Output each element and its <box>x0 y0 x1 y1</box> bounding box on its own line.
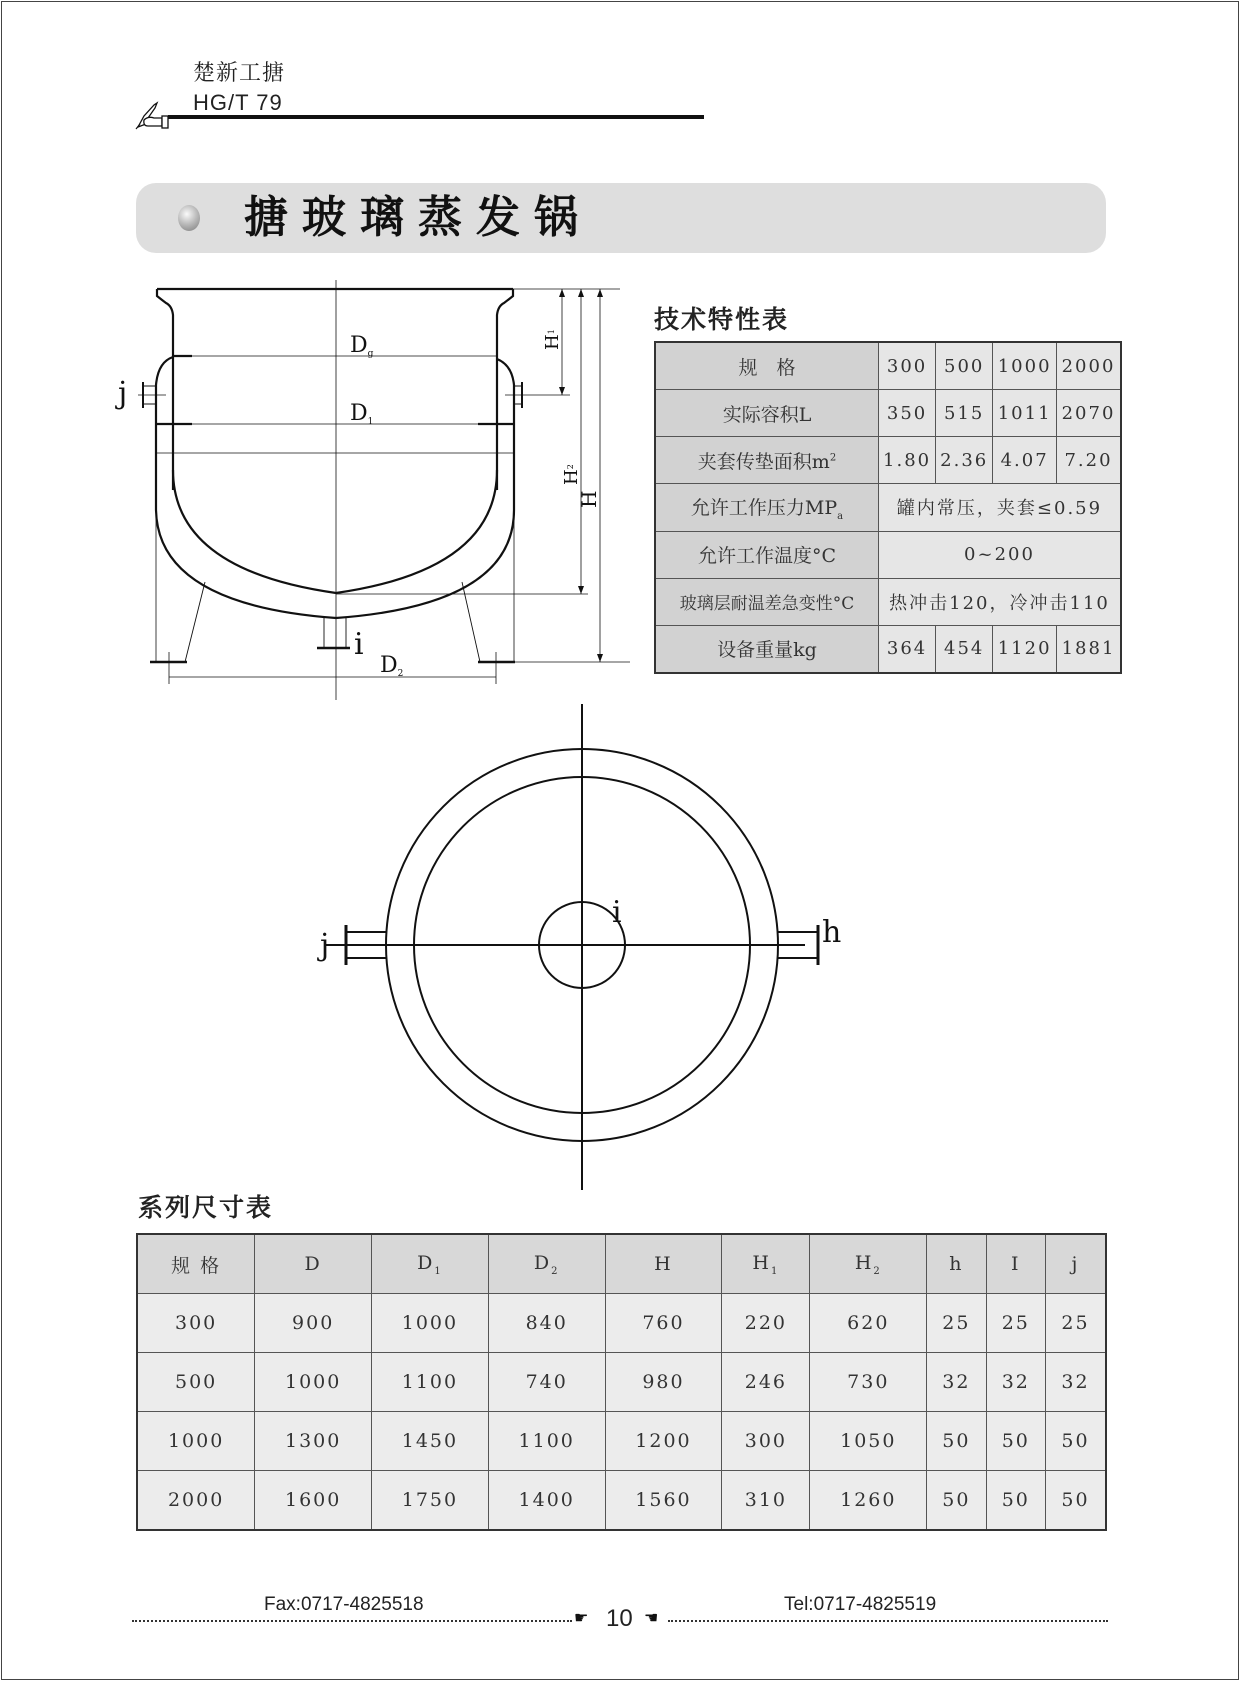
subscript: 2 <box>873 1265 882 1277</box>
row-label: 允许工作温度°C <box>655 531 879 578</box>
cell: 1.80 <box>879 437 936 484</box>
cell: 50 <box>927 1412 986 1471</box>
cell: 1300 <box>255 1412 372 1471</box>
table-row <box>655 390 1121 437</box>
cell: 25 <box>986 1294 1045 1353</box>
footer-tel: Tel:0717-4825519 <box>784 1594 937 1615</box>
table-row <box>655 484 1121 531</box>
header-rule <box>168 115 704 119</box>
top-view-diagram <box>310 700 870 1200</box>
header-text: H <box>854 1251 874 1274</box>
cell: 1560 <box>605 1471 722 1531</box>
cell: 515 <box>936 390 993 437</box>
cell: 500 <box>137 1353 255 1412</box>
cell: 1000 <box>993 342 1057 390</box>
table-header-row <box>137 1234 1106 1294</box>
header-text: D <box>417 1251 435 1274</box>
cell: 1120 <box>993 625 1057 673</box>
row-label-text: 允许工作压力MP <box>690 497 838 520</box>
cell: 1011 <box>993 390 1057 437</box>
cell: 500 <box>936 342 993 390</box>
cell: 32 <box>986 1353 1045 1412</box>
cell: 1050 <box>810 1412 927 1471</box>
cell: 1450 <box>372 1412 489 1471</box>
cell: 1000 <box>137 1412 255 1471</box>
row-label: 玻璃层耐温差急变性°C <box>655 578 879 625</box>
cell: 246 <box>722 1353 810 1412</box>
label-h <box>577 491 601 508</box>
label-i: i <box>354 627 364 662</box>
page-title: 搪玻璃蒸发锅 <box>244 192 592 243</box>
footer-dotted-rule-left <box>132 1620 572 1622</box>
label-d1: D1 <box>350 401 374 427</box>
cell: 1100 <box>488 1412 605 1471</box>
row-label <box>655 484 879 531</box>
cell: 740 <box>488 1353 605 1412</box>
series-table-title: 系列尺寸表 <box>138 1193 274 1222</box>
label-h1 <box>542 329 563 350</box>
merged-cell: 罐内常压，夹套≤0.59 <box>879 484 1122 531</box>
svg-text:H2: $H^2$ <box>561 464 582 485</box>
pointing-hand-left-icon: ☚ <box>644 1608 659 1627</box>
merged-cell: 0~200 <box>879 531 1122 578</box>
header-cell <box>722 1234 810 1294</box>
row-label: 实际容积L <box>655 390 879 437</box>
svg-text:H1: $H^1$ <box>542 329 563 350</box>
table-row <box>137 1353 1106 1412</box>
cell: 32 <box>927 1353 986 1412</box>
cell: 1881 <box>1057 625 1121 673</box>
cell: 220 <box>722 1294 810 1353</box>
table-row <box>655 625 1121 673</box>
side-elevation-diagram <box>110 270 630 700</box>
page-number: 10 <box>606 1605 633 1632</box>
row-label-text: 夹套传垫面积m <box>697 450 830 473</box>
header-cell: H <box>605 1234 722 1294</box>
superscript: 2 <box>829 452 837 464</box>
table-row <box>655 342 1121 390</box>
header-cell: j <box>1046 1234 1107 1294</box>
cell: 50 <box>986 1412 1045 1471</box>
cell: 1750 <box>372 1471 489 1531</box>
header-cell: I <box>986 1234 1045 1294</box>
subscript: 2 <box>551 1265 560 1277</box>
table-row <box>137 1294 1106 1353</box>
table-row <box>137 1412 1106 1471</box>
table-row <box>655 437 1121 484</box>
sphere-bullet-icon <box>178 205 200 231</box>
header-cell: D <box>255 1234 372 1294</box>
header-text: H <box>752 1251 771 1274</box>
cell: 2.36 <box>936 437 993 484</box>
subscript: a <box>837 510 844 522</box>
tech-spec-table <box>654 341 1122 674</box>
cell: 2070 <box>1057 390 1121 437</box>
tech-table-title: 技术特性表 <box>654 305 790 334</box>
company-name: 楚新工搪 <box>193 61 286 86</box>
pointing-hand-right-icon: ☛ <box>574 1608 589 1627</box>
cell: 2000 <box>137 1471 255 1531</box>
header-cell: h <box>927 1234 986 1294</box>
cell: 50 <box>1046 1412 1107 1471</box>
header-cell <box>488 1234 605 1294</box>
label-j: j <box>118 376 128 411</box>
cell: 50 <box>1046 1471 1107 1531</box>
cell: 454 <box>936 625 993 673</box>
cell: 7.20 <box>1057 437 1121 484</box>
cell: 1200 <box>605 1412 722 1471</box>
label-dg: Dg <box>350 333 374 359</box>
cell: 300 <box>879 342 936 390</box>
cell: 300 <box>137 1294 255 1353</box>
header-cell: 规 格 <box>137 1234 255 1294</box>
series-dimension-table <box>136 1233 1107 1531</box>
row-label: 规 格 <box>655 342 879 390</box>
cell: 620 <box>810 1294 927 1353</box>
subscript: 1 <box>434 1265 443 1277</box>
label-h2 <box>561 464 582 485</box>
cell: 25 <box>927 1294 986 1353</box>
cell: 1000 <box>255 1353 372 1412</box>
label-d2: D2 <box>380 653 404 679</box>
header-cell <box>372 1234 489 1294</box>
footer-fax: Fax:0717-4825518 <box>264 1594 424 1615</box>
row-label: 设备重量kg <box>655 625 879 673</box>
label-h: h <box>822 915 842 950</box>
label-i: i <box>612 895 622 930</box>
cell: 350 <box>879 390 936 437</box>
cell: 364 <box>879 625 936 673</box>
svg-text:H: H <box>577 490 601 508</box>
footer-dotted-rule-right <box>668 1620 1108 1622</box>
subscript: 1 <box>770 1265 780 1277</box>
merged-cell: 热冲击120，冷冲击110 <box>879 578 1122 625</box>
cell: 2000 <box>1057 342 1121 390</box>
cell: 32 <box>1046 1353 1107 1412</box>
cell: 50 <box>986 1471 1045 1531</box>
cell: 900 <box>255 1294 372 1353</box>
cell: 4.07 <box>993 437 1057 484</box>
cell: 980 <box>605 1353 722 1412</box>
row-label <box>655 437 879 484</box>
cell: 730 <box>810 1353 927 1412</box>
cell: 1260 <box>810 1471 927 1531</box>
cell: 1600 <box>255 1471 372 1531</box>
header-cell <box>810 1234 927 1294</box>
table-row <box>655 578 1121 625</box>
table-row <box>655 531 1121 578</box>
cell: 50 <box>927 1471 986 1531</box>
cell: 840 <box>488 1294 605 1353</box>
cell: 1000 <box>372 1294 489 1353</box>
pen-hand-icon <box>134 100 170 130</box>
table-row <box>137 1471 1106 1531</box>
cell: 310 <box>722 1471 810 1531</box>
cell: 300 <box>722 1412 810 1471</box>
label-j: j <box>320 928 330 963</box>
cell: 25 <box>1046 1294 1107 1353</box>
cell: 760 <box>605 1294 722 1353</box>
cell: 1400 <box>488 1471 605 1531</box>
header-text: D <box>533 1251 552 1274</box>
standard-code: HG/T 79 <box>193 90 283 115</box>
cell: 1100 <box>372 1353 489 1412</box>
